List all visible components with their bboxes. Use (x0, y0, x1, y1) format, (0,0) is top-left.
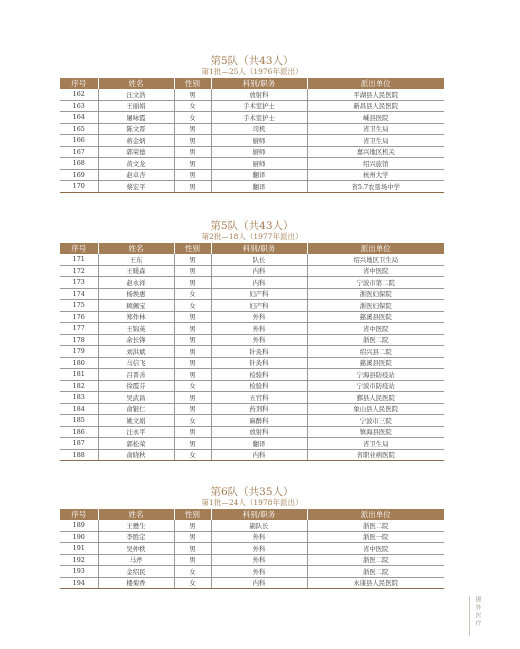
table-cell: 徐霞芬 (98, 380, 174, 392)
table-cell: 王丽娟 (98, 100, 174, 112)
table-row (60, 346, 444, 358)
table-cell: 针灸科 (211, 346, 307, 358)
table-cell: 麻醉科 (211, 415, 307, 427)
table-cell: 杭州大学 (307, 169, 444, 181)
table-cell: 女 (174, 100, 211, 112)
table-cell: 姚文娟 (98, 415, 174, 427)
table-cell: 队长 (211, 254, 307, 265)
table-cell: 165 (60, 123, 98, 135)
table-cell: 蔡宏平 (98, 181, 174, 193)
table-cell: 内科 (211, 265, 307, 277)
table-header-row (60, 78, 444, 89)
table-row (60, 520, 444, 531)
table-cell: 吕晋善 (98, 369, 174, 381)
table-cell: 164 (60, 112, 98, 124)
section-team5-batch2 (60, 220, 444, 461)
table-cell: 永康县人民医院 (307, 577, 444, 589)
table-cell: 针灸科 (211, 357, 307, 369)
column-header: 派出单位 (307, 509, 444, 520)
table-cell: 172 (60, 265, 98, 277)
table-header-row (60, 509, 444, 520)
table-cell: 184 (60, 403, 98, 415)
table-cell: 男 (174, 135, 211, 147)
table-cell: 女 (174, 300, 211, 312)
table-cell: 男 (174, 146, 211, 158)
table-row (60, 334, 444, 346)
table-cell: 女 (174, 112, 211, 124)
column-header: 科别/职务 (211, 78, 307, 89)
column-header: 性别 (174, 509, 211, 520)
section-title: 第5队（共43人） (210, 220, 294, 232)
table-cell: 绍兴旅馆 (307, 158, 444, 170)
table-cell: 俞晓秋 (98, 449, 174, 461)
page-mark (469, 596, 490, 636)
table-cell: 187 (60, 438, 98, 450)
table-cell: 浙医二院 (307, 566, 444, 578)
table-cell: 173 (60, 277, 98, 289)
table-cell: 省卫生局 (307, 123, 444, 135)
table-cell: 宁海县防疫站 (307, 369, 444, 381)
table-cell: 男 (174, 369, 211, 381)
table-cell: 宁波市三院 (307, 415, 444, 427)
table-row (60, 100, 444, 112)
table-cell: 检验科 (211, 380, 307, 392)
table-cell: 168 (60, 158, 98, 170)
table-cell: 汪永平 (98, 426, 174, 438)
table-cell: 妇产科 (211, 288, 307, 300)
table-cell: 182 (60, 380, 98, 392)
table-cell: 省职业病医院 (307, 449, 444, 461)
column-header: 科别/职务 (211, 509, 307, 520)
table-cell: 男 (174, 543, 211, 555)
table-cell: 男 (174, 265, 211, 277)
table-cell: 170 (60, 181, 98, 193)
table-row (60, 403, 444, 415)
table-cell: 女 (174, 380, 211, 392)
table-cell: 放射科 (211, 426, 307, 438)
roster-table (60, 243, 444, 461)
table-row (60, 288, 444, 300)
table-cell: 男 (174, 531, 211, 543)
table-cell: 浙医二院 (307, 554, 444, 566)
table-cell: 外科 (211, 543, 307, 555)
table-cell: 男 (174, 89, 211, 100)
table-cell: 镇海县医院 (307, 426, 444, 438)
table-cell: 王暖森 (98, 265, 174, 277)
table-row (60, 323, 444, 335)
table-cell: 省5.7农垦场中学 (307, 181, 444, 193)
table-cell: 顾佩宝 (98, 300, 174, 312)
table-cell: 手术室护士 (211, 112, 307, 124)
table-cell: 王懋生 (98, 520, 174, 531)
table-cell: 余长锋 (98, 334, 174, 346)
table-cell: 李胜定 (98, 531, 174, 543)
table-row (60, 89, 444, 100)
table-cell: 嘉兴地区机关 (307, 146, 444, 158)
table-cell: 放射科 (211, 89, 307, 100)
table-cell: 宁波市第二院 (307, 277, 444, 289)
table-cell: 女 (174, 288, 211, 300)
table-cell: 内科 (211, 577, 307, 589)
table-cell: 浙医妇保院 (307, 288, 444, 300)
table-cell: 吴仲秩 (98, 543, 174, 555)
table-cell: 外科 (211, 531, 307, 543)
table-row (60, 415, 444, 427)
table-row (60, 357, 444, 369)
table-cell: 163 (60, 100, 98, 112)
section-title: 第6队（共35人） (210, 486, 294, 498)
table-row (60, 169, 444, 181)
table-cell: 刘洪斌 (98, 346, 174, 358)
table-cell: 169 (60, 169, 98, 181)
table-row (60, 392, 444, 404)
table-cell: 175 (60, 300, 98, 312)
page-mark-text: 援外医疗 (474, 596, 481, 628)
table-row (60, 265, 444, 277)
column-header: 姓名 (98, 78, 174, 89)
table-cell: 男 (174, 158, 211, 170)
section-subtitle: 第1批—24人（1978年派出） (201, 498, 303, 507)
table-cell: 绍兴地区卫生局 (307, 254, 444, 265)
table-cell: 郑作林 (98, 311, 174, 323)
table-cell: 俞银仁 (98, 403, 174, 415)
table-cell: 蒋金炳 (98, 135, 174, 147)
table-cell: 王东 (98, 254, 174, 265)
table-cell: 178 (60, 334, 98, 346)
table-cell: 171 (60, 254, 98, 265)
table-cell: 外科 (211, 323, 307, 335)
table-cell: 嵊县医院 (307, 112, 444, 124)
table-row (60, 300, 444, 312)
column-header: 性别 (174, 243, 211, 254)
roster-table (60, 78, 444, 193)
table-cell: 内科 (211, 449, 307, 461)
table-cell: 省中医院 (307, 265, 444, 277)
column-header: 性别 (174, 78, 211, 89)
table-cell: 186 (60, 426, 98, 438)
table-row (60, 380, 444, 392)
table-row (60, 543, 444, 555)
table-cell: 平湖县人民医院 (307, 89, 444, 100)
table-cell: 省卫生局 (307, 135, 444, 147)
table-cell: 男 (174, 554, 211, 566)
table-cell: 男 (174, 311, 211, 323)
table-row (60, 112, 444, 124)
table-row (60, 158, 444, 170)
table-cell: 女 (174, 566, 211, 578)
column-header: 派出单位 (307, 243, 444, 254)
table-cell: 郭荣德 (98, 146, 174, 158)
table-cell: 男 (174, 323, 211, 335)
table-cell: 190 (60, 531, 98, 543)
column-header: 派出单位 (307, 78, 444, 89)
table-header-row (60, 243, 444, 254)
table-cell: 汪文浩 (98, 89, 174, 100)
table-cell: 浙医二院 (307, 520, 444, 531)
table-cell: 外科 (211, 311, 307, 323)
table-cell: 副队长 (211, 520, 307, 531)
table-row (60, 135, 444, 147)
table-row (60, 566, 444, 578)
table-cell: 185 (60, 415, 98, 427)
table-row (60, 123, 444, 135)
table-cell: 象山县人民医院 (307, 403, 444, 415)
table-cell: 189 (60, 520, 98, 531)
table-cell: 男 (174, 254, 211, 265)
table-cell: 鄞县人民医院 (307, 392, 444, 404)
table-cell: 检验科 (211, 369, 307, 381)
table-row (60, 577, 444, 589)
table-cell: 外科 (211, 334, 307, 346)
table-cell: 药剂科 (211, 403, 307, 415)
table-cell: 翻译 (211, 169, 307, 181)
table-row (60, 311, 444, 323)
table-row (60, 449, 444, 461)
table-cell: 男 (174, 181, 211, 193)
table-row (60, 438, 444, 450)
table-row (60, 146, 444, 158)
table-cell: 慈溪县医院 (307, 357, 444, 369)
table-cell: 191 (60, 543, 98, 555)
section-subtitle: 第1批—25人（1976年派出） (201, 67, 303, 76)
column-header: 序号 (60, 509, 98, 520)
section-team5-batch1 (60, 55, 444, 193)
table-cell: 马斧 (98, 554, 174, 566)
table-cell: 外科 (211, 554, 307, 566)
column-header: 序号 (60, 243, 98, 254)
column-header: 姓名 (98, 509, 174, 520)
table-cell: 男 (174, 346, 211, 358)
table-row (60, 426, 444, 438)
table-cell: 省中医院 (307, 543, 444, 555)
table-cell: 男 (174, 277, 211, 289)
table-cell: 厨师 (211, 135, 307, 147)
table-cell: 男 (174, 438, 211, 450)
table-cell: 181 (60, 369, 98, 381)
table-cell: 女 (174, 449, 211, 461)
table-cell: 马信飞 (98, 357, 174, 369)
table-cell: 新昌县人民医院 (307, 100, 444, 112)
table-cell: 162 (60, 89, 98, 100)
table-cell: 177 (60, 323, 98, 335)
table-cell: 翻译 (211, 181, 307, 193)
table-row (60, 369, 444, 381)
table-cell: 男 (174, 169, 211, 181)
table-cell: 男 (174, 520, 211, 531)
column-header: 序号 (60, 78, 98, 89)
table-cell: 绍兴县二院 (307, 346, 444, 358)
table-row (60, 254, 444, 265)
table-cell: 五官科 (211, 392, 307, 404)
table-cell: 女 (174, 415, 211, 427)
table-cell: 180 (60, 357, 98, 369)
table-cell: 楼菊香 (98, 577, 174, 589)
roster-table (60, 509, 444, 589)
table-cell: 宁波市防疫站 (307, 380, 444, 392)
table-cell: 183 (60, 392, 98, 404)
table-cell: 慈溪县医院 (307, 311, 444, 323)
table-cell: 女 (174, 577, 211, 589)
table-cell: 手术室护士 (211, 100, 307, 112)
section-subtitle: 第2批—18人（1977年派出） (201, 232, 303, 241)
table-cell: 陈文晋 (98, 123, 174, 135)
table-cell: 男 (174, 334, 211, 346)
table-cell: 翻译 (211, 438, 307, 450)
table-cell: 浙医一院 (307, 531, 444, 543)
table-cell: 194 (60, 577, 98, 589)
column-header: 科别/职务 (211, 243, 307, 254)
table-cell: 郭松荣 (98, 438, 174, 450)
table-cell: 司机 (211, 123, 307, 135)
table-cell: 赵卓杏 (98, 169, 174, 181)
table-cell: 浙医妇保院 (307, 300, 444, 312)
table-row (60, 531, 444, 543)
table-cell: 内科 (211, 277, 307, 289)
table-cell: 杨焕惠 (98, 288, 174, 300)
table-cell: 188 (60, 449, 98, 461)
table-cell: 妇产科 (211, 300, 307, 312)
table-cell: 男 (174, 392, 211, 404)
table-cell: 外科 (211, 566, 307, 578)
section-title: 第5队（共43人） (210, 55, 294, 67)
table-cell: 王锦英 (98, 323, 174, 335)
table-cell: 赵永祥 (98, 277, 174, 289)
table-cell: 男 (174, 403, 211, 415)
table-cell: 176 (60, 311, 98, 323)
table-cell: 屠咏霞 (98, 112, 174, 124)
section-team6-batch1 (60, 486, 444, 589)
table-row (60, 277, 444, 289)
table-cell: 浙医二院 (307, 334, 444, 346)
column-header: 姓名 (98, 243, 174, 254)
table-cell: 167 (60, 146, 98, 158)
table-cell: 193 (60, 566, 98, 578)
table-cell: 省卫生局 (307, 438, 444, 450)
table-cell: 省中医院 (307, 323, 444, 335)
table-cell: 男 (174, 357, 211, 369)
table-cell: 174 (60, 288, 98, 300)
table-cell: 厨师 (211, 158, 307, 170)
table-cell: 男 (174, 123, 211, 135)
table-cell: 吴武昌 (98, 392, 174, 404)
table-cell: 黄文龙 (98, 158, 174, 170)
table-cell: 男 (174, 426, 211, 438)
table-cell: 金绍民 (98, 566, 174, 578)
table-cell: 192 (60, 554, 98, 566)
table-cell: 179 (60, 346, 98, 358)
table-row (60, 181, 444, 193)
table-cell: 厨师 (211, 146, 307, 158)
table-row (60, 554, 444, 566)
table-cell: 166 (60, 135, 98, 147)
